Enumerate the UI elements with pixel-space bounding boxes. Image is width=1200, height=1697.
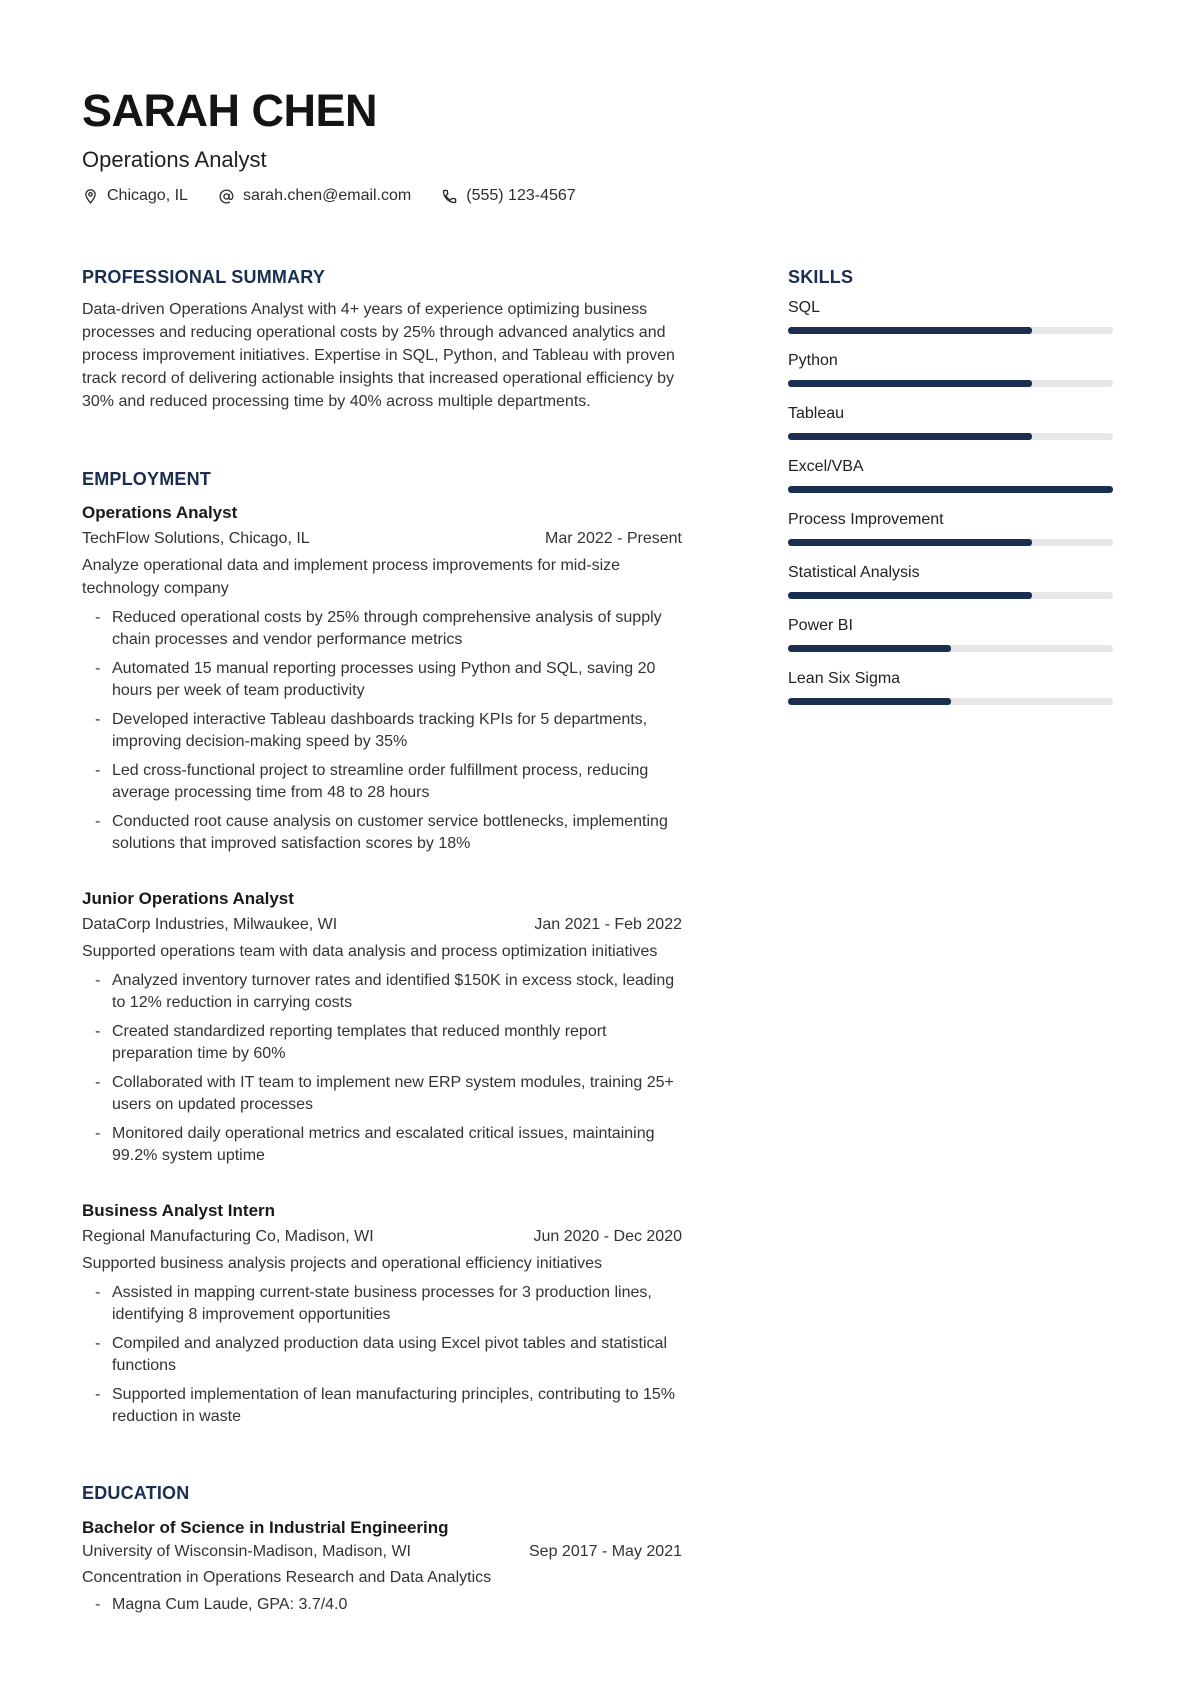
job-bullet: - Created standardized reporting templates that reduced monthly report preparation time by 60% <box>95 1023 607 1062</box>
skills-list <box>788 298 1113 705</box>
skill-bar-track <box>788 433 1113 440</box>
skill-item <box>788 563 1113 599</box>
skill-bar-track <box>788 645 1113 652</box>
job-description: Analyze operational data and implement process improvements for mid-size technology company <box>82 557 621 598</box>
skill-name: Lean Six Sigma <box>788 670 901 688</box>
job-bullet-list <box>82 970 682 1166</box>
skill-bar-fill <box>788 433 1032 440</box>
skill-bar-track <box>788 486 1113 493</box>
job-meta-row <box>82 528 682 550</box>
job-bullet-list <box>82 607 682 854</box>
job-meta-row <box>82 914 682 936</box>
skill-bar-track <box>788 592 1113 599</box>
skill-bar-fill <box>788 592 1032 599</box>
skill-bar-fill <box>788 380 1032 387</box>
job-bullet: - Led cross-functional project to streamline order fulfillment process, reducing average processing time from 48 to 28 hours <box>95 762 649 801</box>
skill-bar-track <box>788 698 1113 705</box>
contact-row <box>82 187 1113 205</box>
contact-email <box>218 187 411 205</box>
main-column <box>82 267 682 1624</box>
job-dates: Jun 2020 - Dec 2020 <box>533 1228 682 1246</box>
skill-bar-fill <box>788 486 1113 493</box>
person-title: Operations Analyst <box>82 147 267 172</box>
job-meta-row <box>82 1226 682 1248</box>
skill-item <box>788 351 1113 387</box>
skill-name: SQL <box>788 299 821 317</box>
skill-bar-track <box>788 539 1113 546</box>
education-school: University of Wisconsin-Madison, Madison, WI <box>82 1543 411 1561</box>
skill-name: Statistical Analysis <box>788 564 920 582</box>
job-bullet: - Developed interactive Tableau dashboards tracking KPIs for 5 departments, improving decision-making speed by 35% <box>95 711 648 750</box>
job-description: Supported operations team with data analysis and process optimization initiatives <box>82 943 658 961</box>
skill-name: Python <box>788 352 838 370</box>
job-company: DataCorp Industries, Milwaukee, WI <box>82 916 338 934</box>
skill-item <box>788 404 1113 440</box>
skill-bar-fill <box>788 327 1032 334</box>
contact-location-text: Chicago, IL <box>107 187 188 205</box>
education-heading: EDUCATION <box>82 1483 190 1504</box>
employment-heading: EMPLOYMENT <box>82 469 212 490</box>
contact-phone <box>441 187 575 205</box>
job-entry <box>82 1200 682 1427</box>
summary-text: Data-driven Operations Analyst with 4+ years of experience optimizing business processes and reducing operational costs by 25% through advanced analytics and process improvement initiatives. Expertise in SQL, Python, and Tableau with proven track record of delivering actionable insights that increased operational efficiency by 30% and reduced processing time by 40% across multiple departments. <box>82 301 675 411</box>
job-company: Regional Manufacturing Co, Madison, WI <box>82 1228 374 1246</box>
job-bullet: - Supported implementation of lean manufacturing principles, contributing to 15% reduction in waste <box>95 1386 675 1425</box>
skill-bar-fill <box>788 539 1032 546</box>
skill-name: Excel/VBA <box>788 458 864 476</box>
job-description: Supported business analysis projects and operational efficiency initiatives <box>82 1255 603 1273</box>
skill-item <box>788 616 1113 652</box>
skill-bar-fill <box>788 698 951 705</box>
job-entry <box>82 502 682 854</box>
contact-phone-text: (555) 123-4567 <box>466 187 576 205</box>
section-education <box>82 1483 682 1616</box>
at-sign-icon <box>218 188 235 205</box>
summary-heading: PROFESSIONAL SUMMARY <box>82 267 326 288</box>
education-bullet-list <box>82 1594 682 1616</box>
job-bullet: - Collaborated with IT team to implement new ERP system modules, training 25+ users on updated processes <box>95 1074 674 1113</box>
skill-item <box>788 298 1113 334</box>
job-dates: Jan 2021 - Feb 2022 <box>534 916 682 934</box>
skill-item <box>788 669 1113 705</box>
skill-bar-track <box>788 380 1113 387</box>
contact-location <box>82 187 188 205</box>
skill-name: Tableau <box>788 405 845 423</box>
phone-icon <box>441 188 458 205</box>
content-columns <box>82 267 1113 1624</box>
job-bullet: - Analyzed inventory turnover rates and identified $150K in excess stock, leading to 12% reduction in carrying costs <box>95 972 675 1011</box>
job-title: Business Analyst Intern <box>82 1201 276 1221</box>
education-meta-row <box>82 1539 682 1565</box>
section-professional-summary <box>82 267 682 413</box>
skill-bar-fill <box>788 645 951 652</box>
skill-item <box>788 457 1113 493</box>
person-name: SARAH CHEN <box>82 85 378 136</box>
job-bullet: - Automated 15 manual reporting processes using Python and SQL, saving 20 hours per week of team productivity <box>95 660 656 699</box>
education-concentration: Concentration in Operations Research and Data Analytics <box>82 1569 492 1587</box>
skill-bar-track <box>788 327 1113 334</box>
location-pin-icon <box>82 188 99 205</box>
education-bullet: - Magna Cum Laude, GPA: 3.7/4.0 <box>95 1596 348 1614</box>
skill-name: Power BI <box>788 617 853 635</box>
job-entry <box>82 888 682 1166</box>
job-bullet: - Monitored daily operational metrics and escalated critical issues, maintaining 99.2% system uptime <box>95 1125 655 1164</box>
job-title: Operations Analyst <box>82 503 238 523</box>
job-bullet: - Reduced operational costs by 25% through comprehensive analysis of supply chain processes and vendor performance metrics <box>95 609 662 648</box>
job-bullet: - Conducted root cause analysis on customer service bottlenecks, implementing solutions that improved satisfaction scores by 18% <box>95 813 668 852</box>
skill-name: Process Improvement <box>788 511 944 529</box>
job-bullet: - Compiled and analyzed production data using Excel pivot tables and statistical functions <box>95 1335 667 1374</box>
job-company: TechFlow Solutions, Chicago, IL <box>82 530 310 548</box>
job-title: Junior Operations Analyst <box>82 889 294 909</box>
contact-email-text: sarah.chen@email.com <box>242 187 412 205</box>
resume-header <box>82 85 1113 205</box>
job-bullet: - Assisted in mapping current-state business processes for 3 production lines, identifying 8 improvement opportunities <box>95 1284 652 1323</box>
job-dates: Mar 2022 - Present <box>545 530 682 548</box>
skill-item <box>788 510 1113 546</box>
education-dates: Sep 2017 - May 2021 <box>529 1543 682 1561</box>
job-bullet-list <box>82 1282 682 1427</box>
education-degree: Bachelor of Science in Industrial Engineering <box>82 1518 449 1538</box>
skills-sidebar <box>788 267 1113 1624</box>
section-employment <box>82 469 682 1427</box>
skills-heading: SKILLS <box>788 267 854 288</box>
